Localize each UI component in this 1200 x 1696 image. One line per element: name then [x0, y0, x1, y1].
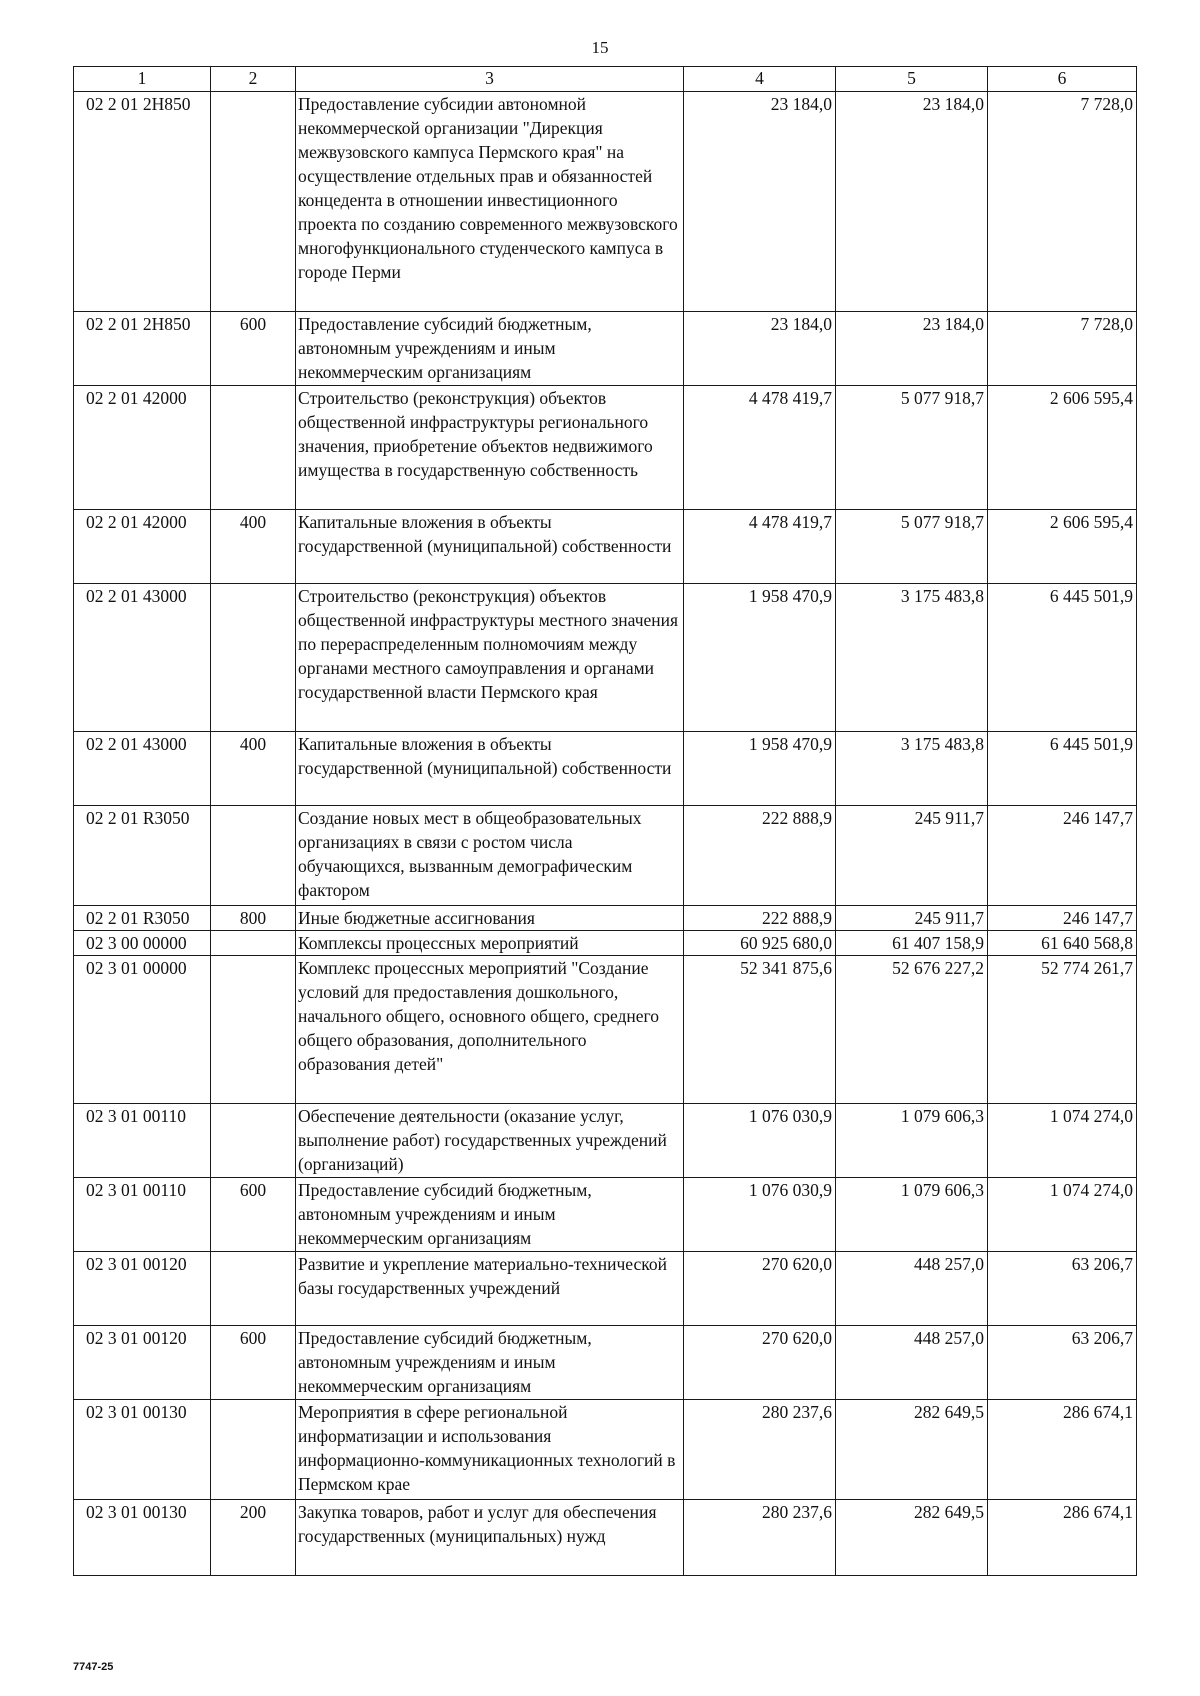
cell-amount-col5: 3 175 483,8: [836, 584, 988, 732]
cell-code: 02 2 01 42000: [74, 510, 211, 584]
cell-amount-col6: 7 728,0: [988, 312, 1137, 386]
cell-amount-col5: 23 184,0: [836, 312, 988, 386]
column-header-5: 5: [836, 67, 988, 92]
cell-expense-type: [211, 931, 296, 956]
cell-name: Закупка товаров, работ и услуг для обеспечения государственных (муниципальных) нужд: [296, 1500, 684, 1576]
cell-name: Комплексы процессных мероприятий: [296, 931, 684, 956]
column-header-4: 4: [684, 67, 836, 92]
cell-amount-col6: 63 206,7: [988, 1252, 1137, 1326]
cell-amount-col4: 1 076 030,9: [684, 1178, 836, 1252]
cell-amount-col4: 280 237,6: [684, 1500, 836, 1576]
cell-name: Предоставление субсидии автономной некоммерческой организации "Дирекция межвузовского кампуса Пермского края" на осуществление отдельных прав и обязанностей концедента в отношении инвестиционного проекта по созданию современного межвузовского многофункционального студенческого кампуса в городе Перми: [296, 92, 684, 312]
cell-amount-col5: 245 911,7: [836, 906, 988, 931]
budget-table: [73, 66, 1137, 1576]
cell-name: Строительство (реконструкция) объектов общественной инфраструктуры регионального значения, приобретение объектов недвижимого имущества в государственную собственность: [296, 386, 684, 510]
table-row: [74, 956, 1137, 1104]
cell-amount-col4: 1 076 030,9: [684, 1104, 836, 1178]
table-row: [74, 386, 1137, 510]
cell-amount-col6: 286 674,1: [988, 1500, 1137, 1576]
cell-amount-col4: 4 478 419,7: [684, 510, 836, 584]
table-row: [74, 92, 1137, 312]
cell-code: 02 3 01 00110: [74, 1178, 211, 1252]
cell-code: 02 3 01 00000: [74, 956, 211, 1104]
cell-expense-type: 600: [211, 1326, 296, 1400]
cell-expense-type: [211, 1252, 296, 1326]
column-header-1: 1: [74, 67, 211, 92]
cell-name: Строительство (реконструкция) объектов общественной инфраструктуры местного значения по перераспределенным полномочиям между органами местного самоуправления и органами государственной власти Пермского края: [296, 584, 684, 732]
cell-amount-col5: 1 079 606,3: [836, 1178, 988, 1252]
cell-expense-type: 800: [211, 906, 296, 931]
cell-amount-col6: 63 206,7: [988, 1326, 1137, 1400]
cell-code: 02 3 01 00130: [74, 1500, 211, 1576]
cell-amount-col5: 61 407 158,9: [836, 931, 988, 956]
cell-amount-col4: 222 888,9: [684, 806, 836, 906]
page-number: 15: [591, 38, 609, 57]
cell-amount-col5: 282 649,5: [836, 1400, 988, 1500]
cell-amount-col4: 4 478 419,7: [684, 386, 836, 510]
cell-code: 02 3 01 00130: [74, 1400, 211, 1500]
cell-name: Предоставление субсидий бюджетным, автономным учреждениям и иным некоммерческим организациям: [296, 312, 684, 386]
cell-expense-type: 200: [211, 1500, 296, 1576]
table-row: [74, 584, 1137, 732]
cell-expense-type: [211, 1400, 296, 1500]
cell-amount-col6: 52 774 261,7: [988, 956, 1137, 1104]
column-header-6: 6: [988, 67, 1137, 92]
table-row: [74, 806, 1137, 906]
cell-code: 02 2 01 43000: [74, 732, 211, 806]
cell-amount-col6: 246 147,7: [988, 806, 1137, 906]
cell-code: 02 2 01 R3050: [74, 906, 211, 931]
cell-amount-col6: 2 606 595,4: [988, 510, 1137, 584]
cell-amount-col6: 6 445 501,9: [988, 584, 1137, 732]
cell-expense-type: 600: [211, 1178, 296, 1252]
cell-expense-type: 400: [211, 732, 296, 806]
cell-name: Развитие и укрепление материально-технической базы государственных учреждений: [296, 1252, 684, 1326]
cell-code: 02 2 01 42000: [74, 386, 211, 510]
cell-amount-col6: 1 074 274,0: [988, 1104, 1137, 1178]
cell-amount-col5: 282 649,5: [836, 1500, 988, 1576]
column-header-3: 3: [296, 67, 684, 92]
table-row: [74, 1326, 1137, 1400]
cell-expense-type: [211, 92, 296, 312]
cell-code: 02 2 01 43000: [74, 584, 211, 732]
cell-code: 02 3 01 00120: [74, 1252, 211, 1326]
cell-expense-type: 400: [211, 510, 296, 584]
cell-name: Предоставление субсидий бюджетным, автономным учреждениям и иным некоммерческим организациям: [296, 1326, 684, 1400]
cell-amount-col6: 2 606 595,4: [988, 386, 1137, 510]
cell-amount-col4: 60 925 680,0: [684, 931, 836, 956]
cell-code: 02 2 01 2Н850: [74, 312, 211, 386]
cell-code: 02 3 01 00120: [74, 1326, 211, 1400]
table-row: [74, 312, 1137, 386]
cell-amount-col4: 270 620,0: [684, 1252, 836, 1326]
cell-amount-col5: 448 257,0: [836, 1252, 988, 1326]
table-row: [74, 1178, 1137, 1252]
table-row: [74, 1252, 1137, 1326]
cell-amount-col5: 245 911,7: [836, 806, 988, 906]
cell-amount-col4: 1 958 470,9: [684, 584, 836, 732]
cell-name: Мероприятия в сфере региональной информатизации и использования информационно-коммуникационных технологий в Пермском крае: [296, 1400, 684, 1500]
cell-amount-col5: 5 077 918,7: [836, 386, 988, 510]
cell-code: 02 2 01 R3050: [74, 806, 211, 906]
cell-amount-col4: 222 888,9: [684, 906, 836, 931]
cell-name: Обеспечение деятельности (оказание услуг, выполнение работ) государственных учреждений (организаций): [296, 1104, 684, 1178]
cell-expense-type: 600: [211, 312, 296, 386]
cell-name: Иные бюджетные ассигнования: [296, 906, 684, 931]
column-header-2: 2: [211, 67, 296, 92]
cell-name: Создание новых мест в общеобразовательных организациях в связи с ростом числа обучающихся, вызванным демографическим фактором: [296, 806, 684, 906]
cell-name: Комплекс процессных мероприятий "Создание условий для предоставления дошкольного, начального общего, основного общего, среднего общего образования, дополнительного образования детей": [296, 956, 684, 1104]
cell-code: 02 2 01 2Н850: [74, 92, 211, 312]
cell-amount-col6: 7 728,0: [988, 92, 1137, 312]
cell-amount-col5: 23 184,0: [836, 92, 988, 312]
cell-code: 02 3 01 00110: [74, 1104, 211, 1178]
table-row: [74, 1400, 1137, 1500]
cell-amount-col6: 286 674,1: [988, 1400, 1137, 1500]
cell-amount-col4: 23 184,0: [684, 92, 836, 312]
cell-amount-col4: 52 341 875,6: [684, 956, 836, 1104]
cell-expense-type: [211, 956, 296, 1104]
cell-expense-type: [211, 806, 296, 906]
footer-document-code: 7747-25: [73, 1661, 114, 1673]
cell-code: 02 3 00 00000: [74, 931, 211, 956]
cell-amount-col4: 280 237,6: [684, 1400, 836, 1500]
cell-amount-col5: 5 077 918,7: [836, 510, 988, 584]
cell-expense-type: [211, 1104, 296, 1178]
cell-amount-col6: 6 445 501,9: [988, 732, 1137, 806]
cell-amount-col5: 448 257,0: [836, 1326, 988, 1400]
table-row: [74, 732, 1137, 806]
cell-amount-col4: 270 620,0: [684, 1326, 836, 1400]
cell-amount-col4: 1 958 470,9: [684, 732, 836, 806]
cell-expense-type: [211, 386, 296, 510]
cell-expense-type: [211, 584, 296, 732]
table-row: [74, 510, 1137, 584]
table-row: [74, 931, 1137, 956]
cell-amount-col6: 61 640 568,8: [988, 931, 1137, 956]
cell-amount-col5: 3 175 483,8: [836, 732, 988, 806]
cell-amount-col5: 52 676 227,2: [836, 956, 988, 1104]
table-row: [74, 1500, 1137, 1576]
table-header-row: [74, 67, 1137, 92]
cell-name: Капитальные вложения в объекты государственной (муниципальной) собственности: [296, 510, 684, 584]
table-row: [74, 1104, 1137, 1178]
cell-name: Капитальные вложения в объекты государственной (муниципальной) собственности: [296, 732, 684, 806]
table-row: [74, 906, 1137, 931]
cell-name: Предоставление субсидий бюджетным, автономным учреждениям и иным некоммерческим организациям: [296, 1178, 684, 1252]
cell-amount-col5: 1 079 606,3: [836, 1104, 988, 1178]
cell-amount-col4: 23 184,0: [684, 312, 836, 386]
cell-amount-col6: 1 074 274,0: [988, 1178, 1137, 1252]
cell-amount-col6: 246 147,7: [988, 906, 1137, 931]
